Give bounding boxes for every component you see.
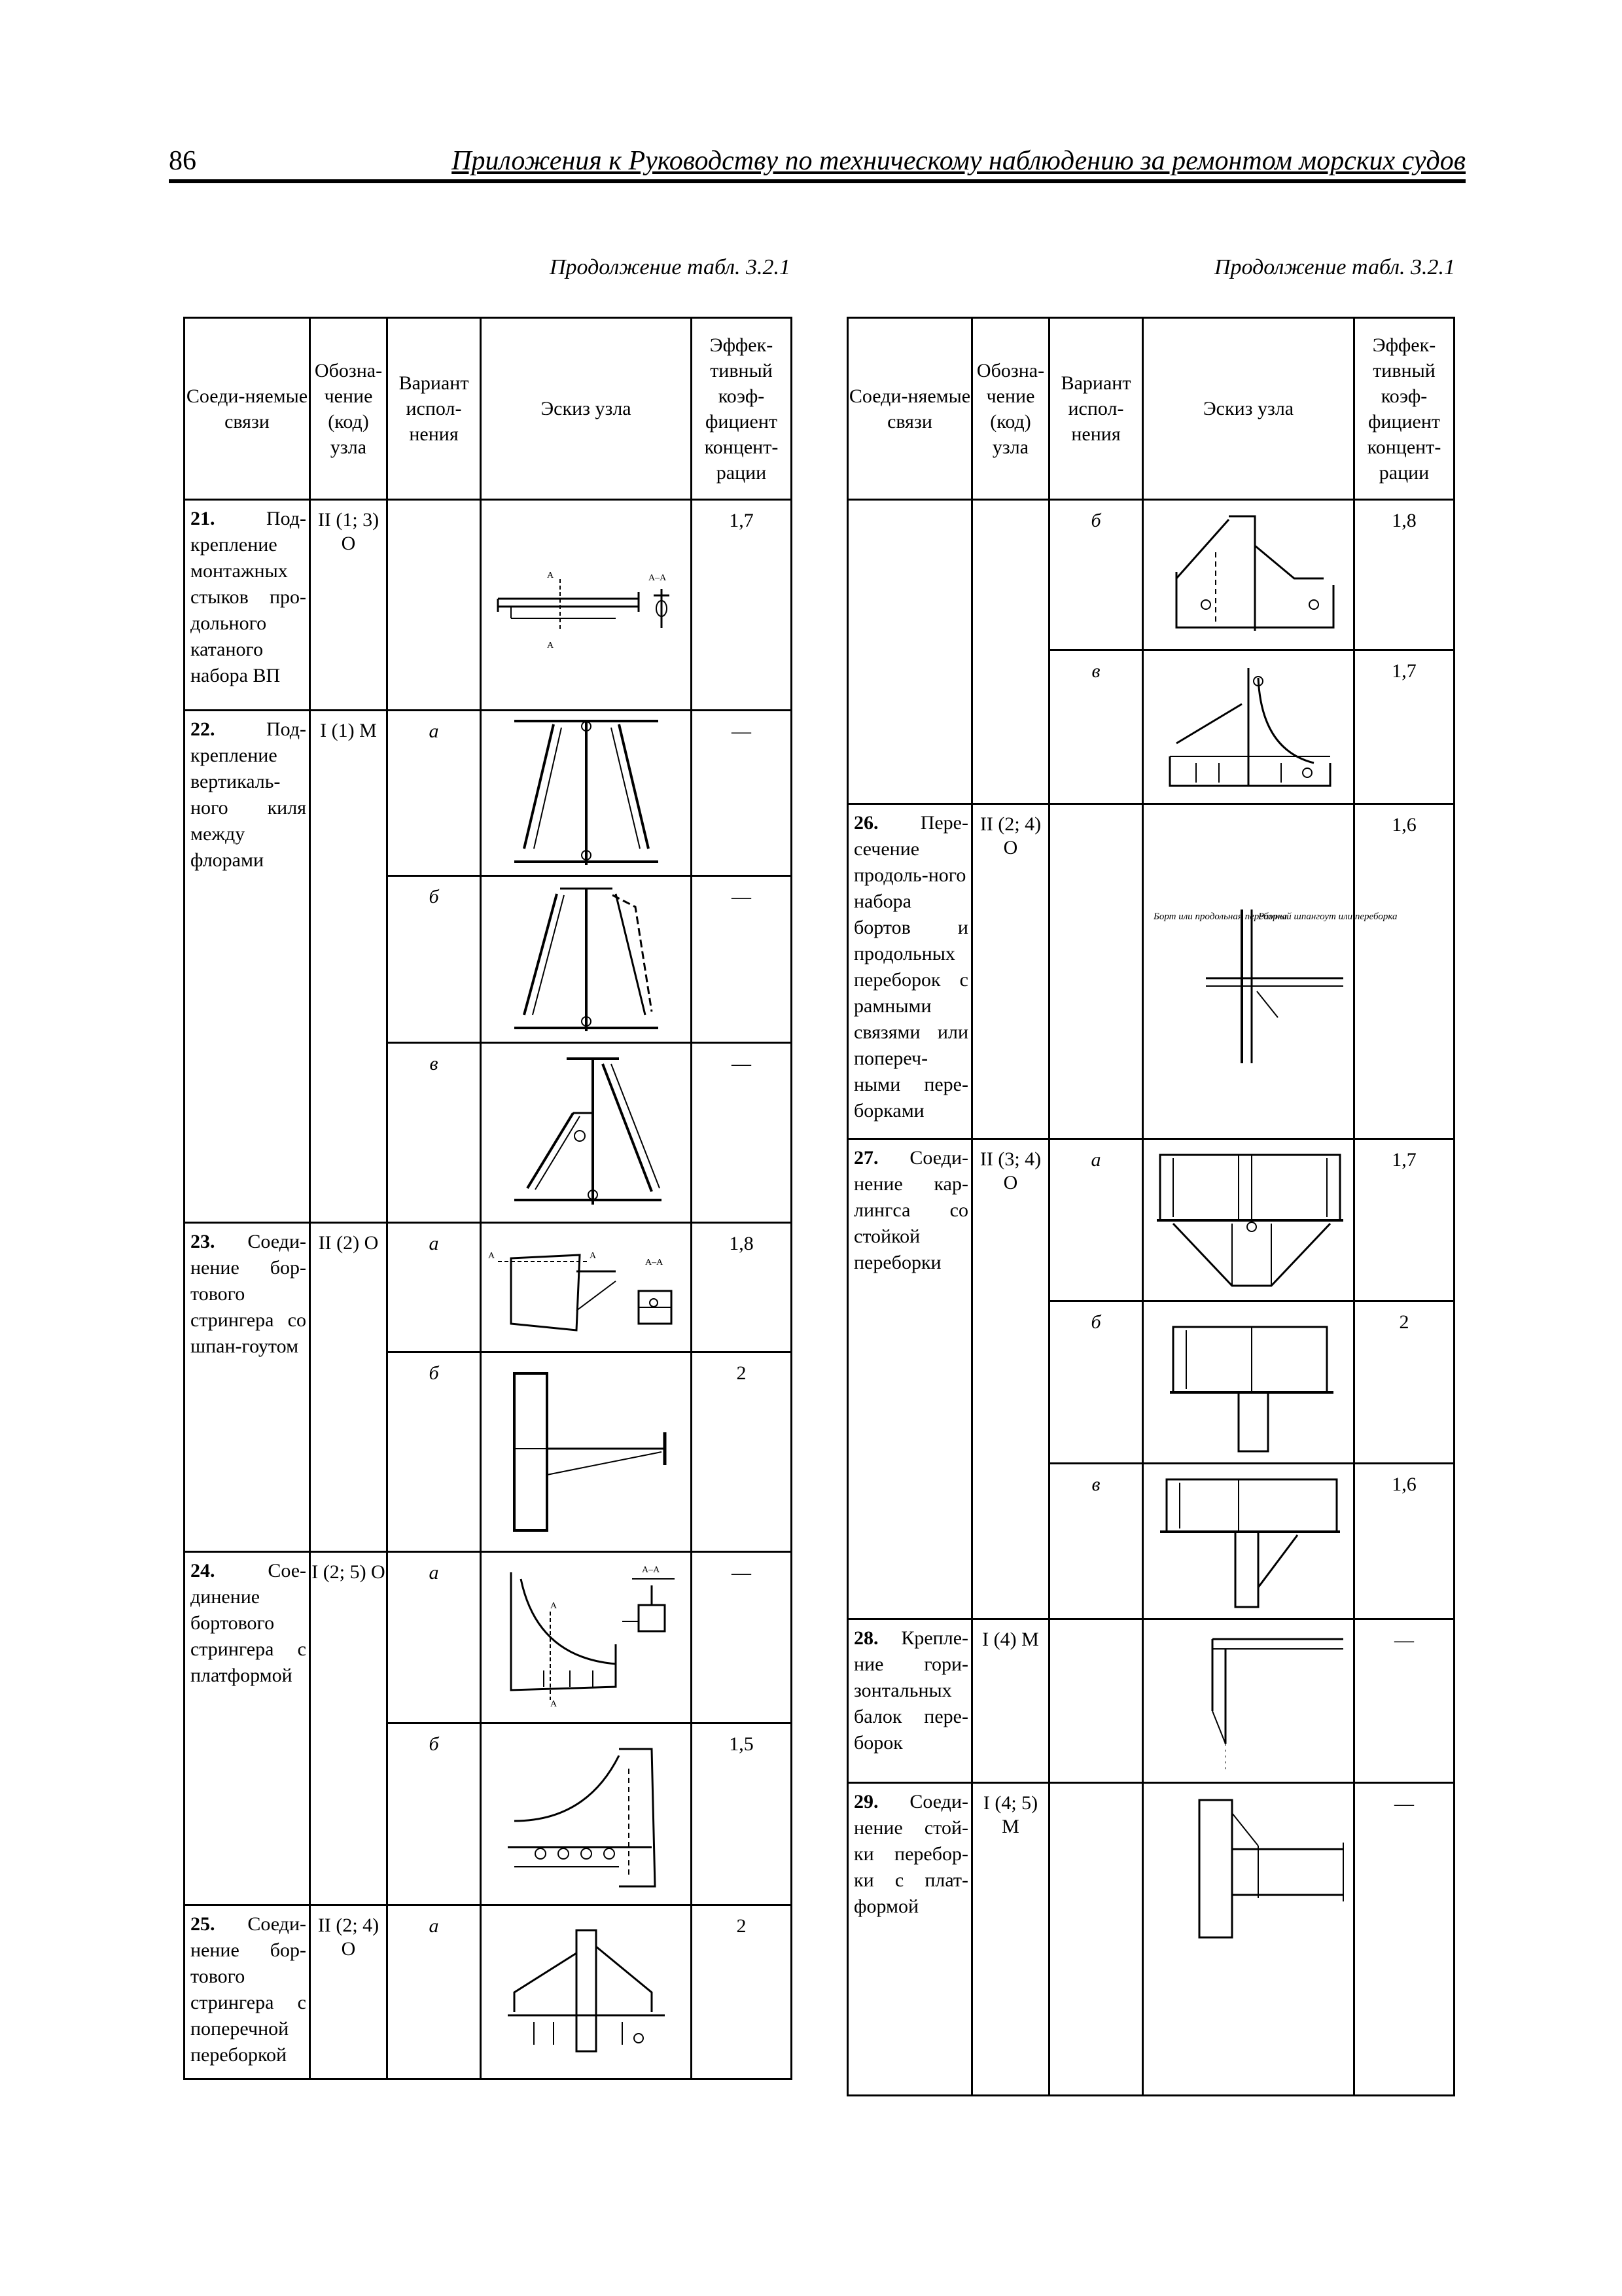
table-row: [848, 804, 1455, 1139]
col-header-code: Обозна-чение (код) узла: [972, 318, 1049, 500]
node-code: II (2; 4) О: [972, 804, 1049, 1139]
concentration-coef: —: [692, 1552, 792, 1723]
section-label: А–А: [648, 573, 666, 583]
sketch-27v: [1143, 1464, 1354, 1619]
concentration-coef: 2: [692, 1352, 792, 1552]
node-code: I (4; 5) М: [972, 1783, 1049, 2096]
table-row: [185, 1223, 792, 1352]
sketch-23a: [481, 1223, 692, 1352]
joint-name: 27. Соеди-нение кар-лингса со стойкой переборки: [848, 1139, 972, 1619]
variant: б: [387, 1723, 481, 1905]
sketch-24a: [481, 1552, 692, 1723]
col-header-sketch: Эскиз узла: [1143, 318, 1354, 500]
sketch-28: [1143, 1619, 1354, 1783]
concentration-coef: 1,7: [1354, 650, 1455, 804]
page-number: 86: [169, 146, 196, 176]
variant: в: [1049, 1464, 1143, 1619]
col-header-coef: Эффек-тивный коэф-фициент концент-рации: [692, 318, 792, 500]
joint-name: 29. Соеди-нение стой-ки перебор-ки с плат-формой: [848, 1783, 972, 2096]
joint-name: 23. Соеди-нение бор-тового стрингера со шпан-гоутом: [185, 1223, 310, 1552]
concentration-coef: 1,5: [692, 1723, 792, 1905]
sketch-21: [481, 500, 692, 711]
variant: а: [387, 1552, 481, 1723]
left-table: [183, 317, 792, 2080]
joint-name: 21. Под-крепление монтажных стыков про-дольного катаного набора ВП: [185, 500, 310, 711]
col-header-sketch: Эскиз узла: [481, 318, 692, 500]
table-row: [848, 1783, 1455, 2096]
concentration-coef: 1,7: [692, 500, 792, 711]
sketch-22v: [481, 1043, 692, 1223]
concentration-coef: —: [692, 711, 792, 876]
section-mark: А: [550, 1600, 557, 1611]
variant: а: [387, 1223, 481, 1352]
table-row: [185, 1552, 792, 1723]
sketch-27a: [1143, 1139, 1354, 1301]
variant: б: [1049, 500, 1143, 650]
joint-name: 25. Соеди-нение бор-тового стрингера с поперечной переборкой: [185, 1905, 310, 2079]
sketch-25b: [1143, 500, 1354, 650]
variant: [387, 500, 481, 711]
concentration-coef: —: [692, 1043, 792, 1223]
variant: [1049, 1619, 1143, 1783]
variant: б: [1049, 1301, 1143, 1464]
section-label: А–А: [641, 1564, 660, 1575]
continuation-label-right: Продолжение табл. 3.2.1: [1214, 255, 1456, 279]
table-header-row: [185, 318, 792, 500]
sketch-25a: [481, 1905, 692, 2079]
concentration-coef: —: [1354, 1783, 1455, 2096]
sketch-23b: [481, 1352, 692, 1552]
col-header-variant: Вариант испол-нения: [1049, 318, 1143, 500]
table-row: [848, 500, 1455, 650]
concentration-coef: 1,8: [692, 1223, 792, 1352]
node-code: I (2; 5) О: [310, 1552, 387, 1905]
variant: [1049, 1783, 1143, 2096]
sketch-22b: [481, 876, 692, 1043]
section-label: А–А: [644, 1257, 663, 1267]
header-rule: [169, 179, 1466, 183]
table-row: [185, 1905, 792, 2079]
concentration-coef: 1,8: [1354, 500, 1455, 650]
node-code-continued: [972, 500, 1049, 804]
node-code: II (2) О: [310, 1223, 387, 1552]
concentration-coef: 1,6: [1354, 804, 1455, 1139]
section-mark: А: [546, 640, 554, 650]
variant: в: [387, 1043, 481, 1223]
variant: а: [1049, 1139, 1143, 1301]
joint-name: 22. Под-крепление вертикаль-ного киля между флорами: [185, 711, 310, 1223]
table-row: [848, 1619, 1455, 1783]
variant: [1049, 804, 1143, 1139]
table-row: [185, 711, 792, 876]
variant: в: [1049, 650, 1143, 804]
variant: б: [387, 1352, 481, 1552]
concentration-coef: 1,6: [1354, 1464, 1455, 1619]
sketch-27b: [1143, 1301, 1354, 1464]
node-code: I (1) М: [310, 711, 387, 1223]
sketch-22a: [481, 711, 692, 876]
col-header-joints: Соеди-няемые связи: [848, 318, 972, 500]
concentration-coef: 2: [692, 1905, 792, 2079]
variant: б: [387, 876, 481, 1043]
sketch-label-frame: Рамный шпангоут или переборка: [1258, 911, 1398, 922]
node-code: II (1; 3) О: [310, 500, 387, 711]
joint-name: 28. Крепле-ние гори-зонтальных балок пере-борок: [848, 1619, 972, 1783]
variant: а: [387, 1905, 481, 2079]
sketch-label-side: Борт или продольная переборка: [1154, 911, 1288, 922]
table-header-row: [848, 318, 1455, 500]
right-table: [847, 317, 1455, 2096]
continuation-label-left: Продолжение табл. 3.2.1: [550, 255, 791, 279]
node-code: II (3; 4) О: [972, 1139, 1049, 1619]
section-mark: А: [487, 1250, 495, 1261]
col-header-coef: Эффек-тивный коэф-фициент концент-рации: [1354, 318, 1455, 500]
concentration-coef: —: [1354, 1619, 1455, 1783]
joint-name-continued: [848, 500, 972, 804]
col-header-code: Обозна-чение (код) узла: [310, 318, 387, 500]
col-header-variant: Вариант испол-нения: [387, 318, 481, 500]
section-mark: А: [589, 1250, 596, 1261]
section-mark: А: [550, 1699, 557, 1709]
joint-name: 26. Пере-сечение продоль-ного набора бортов и продольных переборок с рамными связями или попереч-ными пере-борками: [848, 804, 972, 1139]
concentration-coef: 1,7: [1354, 1139, 1455, 1301]
concentration-coef: —: [692, 876, 792, 1043]
node-code: I (4) М: [972, 1619, 1049, 1783]
concentration-coef: 2: [1354, 1301, 1455, 1464]
sketch-29: [1143, 1783, 1354, 2096]
col-header-joints: Соеди-няемые связи: [185, 318, 310, 500]
running-title: Приложения к Руководству по техническому наблюдению за ремонтом морских судов: [451, 146, 1466, 176]
joint-name: 24. Сое-динение бортового стрингера с платформой: [185, 1552, 310, 1905]
sketch-24b: [481, 1723, 692, 1905]
sketch-26: [1143, 804, 1398, 1139]
variant: а: [387, 711, 481, 876]
sketch-25v: [1143, 650, 1354, 804]
table-row: [185, 500, 792, 711]
node-code: II (2; 4) О: [310, 1905, 387, 2079]
section-mark: А: [546, 570, 554, 580]
table-row: [848, 1139, 1455, 1301]
